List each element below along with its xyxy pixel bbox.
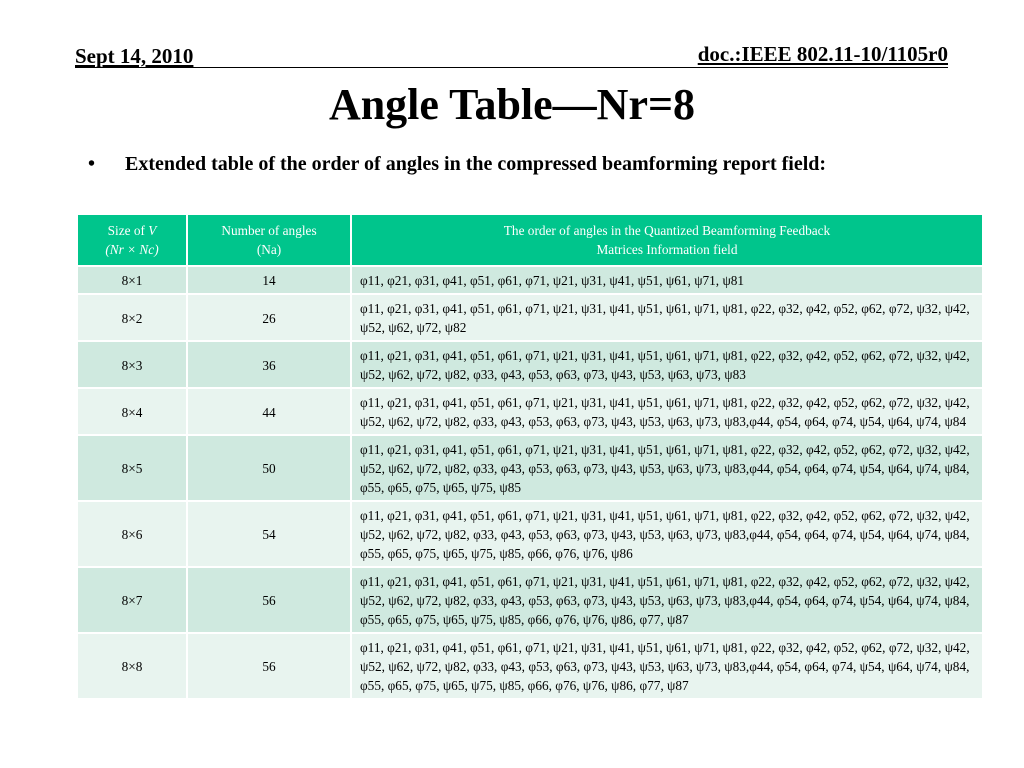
table-header-row (77, 214, 983, 266)
cell-angle-order: φ11, φ21, φ31, φ41, φ51, φ61, φ71, ψ21, ψ31, ψ41, ψ51, ψ61, ψ71, ψ81, φ22, φ32, φ42, φ52, φ62, φ72, ψ32, ψ42, ψ52, ψ62, ψ72, ψ82, φ33, φ43, φ53, φ63, φ73, ψ43, ψ53, ψ63, ψ73, ψ83,φ44, φ54, φ64, φ74, ψ54, ψ64, ψ74, ψ84 (351, 388, 983, 435)
table-row (77, 501, 983, 567)
cell-num-angles: 26 (187, 294, 351, 341)
table-row (77, 633, 983, 699)
cell-size: 8×3 (77, 341, 187, 388)
angle-table (76, 213, 984, 700)
document-id: doc.:IEEE 802.11-10/1105r0 (697, 42, 948, 66)
header-date: Sept 14, 2010 (75, 44, 194, 68)
cell-angle-order: φ11, φ21, φ31, φ41, φ51, φ61, φ71, ψ21, ψ31, ψ41, ψ51, ψ61, ψ71, ψ81 (351, 266, 983, 294)
table-row (77, 435, 983, 501)
cell-angle-order: φ11, φ21, φ31, φ41, φ51, φ61, φ71, ψ21, ψ31, ψ41, ψ51, ψ61, ψ71, ψ81, φ22, φ32, φ42, φ52, φ62, φ72, ψ32, ψ42, ψ52, ψ62, ψ72, ψ82, φ33, φ43, φ53, φ63, φ73, ψ43, ψ53, ψ63, ψ73, ψ83,φ44, φ54, φ64, φ74, ψ54, ψ64, ψ74, ψ84, φ55, φ65, φ75, ψ65, ψ75, ψ85, φ66, φ76, ψ76, ψ86 (351, 501, 983, 567)
cell-angle-order: φ11, φ21, φ31, φ41, φ51, φ61, φ71, ψ21, ψ31, ψ41, ψ51, ψ61, ψ71, ψ81, φ22, φ32, φ42, φ52, φ62, φ72, ψ32, ψ42, ψ52, ψ62, ψ72, ψ82, φ33, φ43, φ53, φ63, φ73, ψ43, ψ53, ψ63, ψ73, ψ83,φ44, φ54, φ64, φ74, ψ54, ψ64, ψ74, ψ84, φ55, φ65, φ75, ψ65, ψ75, ψ85, φ66, φ76, ψ76, ψ86, φ77, ψ87 (351, 633, 983, 699)
table-row (77, 567, 983, 633)
bullet-marker: • (88, 153, 96, 175)
cell-num-angles: 44 (187, 388, 351, 435)
header-size-prefix: Size of (107, 223, 149, 238)
header-na-line2: (Na) (256, 242, 282, 257)
cell-num-angles: 54 (187, 501, 351, 567)
cell-angle-order: φ11, φ21, φ31, φ41, φ51, φ61, φ71, ψ21, ψ31, ψ41, ψ51, ψ61, ψ71, ψ81, φ22, φ32, φ42, φ52, φ62, φ72, ψ32, ψ42, ψ52, ψ62, ψ72, ψ82, φ33, φ43, φ53, φ63, φ73, ψ43, ψ53, ψ63, ψ73, ψ83 (351, 341, 983, 388)
cell-size: 8×6 (77, 501, 187, 567)
cell-num-angles: 36 (187, 341, 351, 388)
header-size-var: V (148, 223, 157, 238)
cell-angle-order: φ11, φ21, φ31, φ41, φ51, φ61, φ71, ψ21, ψ31, ψ41, ψ51, ψ61, ψ71, ψ81, φ22, φ32, φ42, φ52, φ62, φ72, ψ32, ψ42, ψ52, ψ62, ψ72, ψ82, φ33, φ43, φ53, φ63, φ73, ψ43, ψ53, ψ63, ψ73, ψ83,φ44, φ54, φ64, φ74, ψ54, ψ64, ψ74, ψ84, φ55, φ65, φ75, ψ65, ψ75, ψ85 (351, 435, 983, 501)
cell-size: 8×2 (77, 294, 187, 341)
table-row (77, 388, 983, 435)
header-order-line1: The order of angles in the Quantized Beamforming Feedback (503, 223, 831, 238)
header-na-line1: Number of angles (221, 223, 317, 238)
cell-size: 8×7 (77, 567, 187, 633)
cell-size: 8×5 (77, 435, 187, 501)
header-size-of-v (77, 214, 187, 266)
table-row (77, 294, 983, 341)
header-divider (75, 67, 948, 68)
header-size-dims: (Nr × Nc) (105, 242, 159, 257)
cell-size: 8×8 (77, 633, 187, 699)
cell-angle-order: φ11, φ21, φ31, φ41, φ51, φ61, φ71, ψ21, ψ31, ψ41, ψ51, ψ61, ψ71, ψ81, φ22, φ32, φ42, φ52, φ62, φ72, ψ32, ψ42, ψ52, ψ62, ψ72, ψ82, φ33, φ43, φ53, φ63, φ73, ψ43, ψ53, ψ63, ψ73, ψ83,φ44, φ54, φ64, φ74, ψ54, ψ64, ψ74, ψ84, φ55, φ65, φ75, ψ65, ψ75, ψ85, φ66, φ76, ψ76, ψ86, φ77, ψ87 (351, 567, 983, 633)
cell-num-angles: 50 (187, 435, 351, 501)
cell-size: 8×1 (77, 266, 187, 294)
bullet-text: Extended table of the order of angles in the compressed beamforming report field: (125, 153, 827, 175)
table-row (77, 266, 983, 294)
cell-num-angles: 14 (187, 266, 351, 294)
cell-num-angles: 56 (187, 633, 351, 699)
header-angle-order (351, 214, 983, 266)
cell-angle-order: φ11, φ21, φ31, φ41, φ51, φ61, φ71, ψ21, ψ31, ψ41, ψ51, ψ61, ψ71, ψ81, φ22, φ32, φ42, φ52, φ62, φ72, ψ32, ψ42, ψ52, ψ62, ψ72, ψ82 (351, 294, 983, 341)
header-number-of-angles (187, 214, 351, 266)
header-order-line2: Matrices Information field (596, 242, 738, 257)
table-row (77, 341, 983, 388)
cell-size: 8×4 (77, 388, 187, 435)
cell-num-angles: 56 (187, 567, 351, 633)
slide-title: Angle Table—Nr=8 (328, 80, 696, 129)
